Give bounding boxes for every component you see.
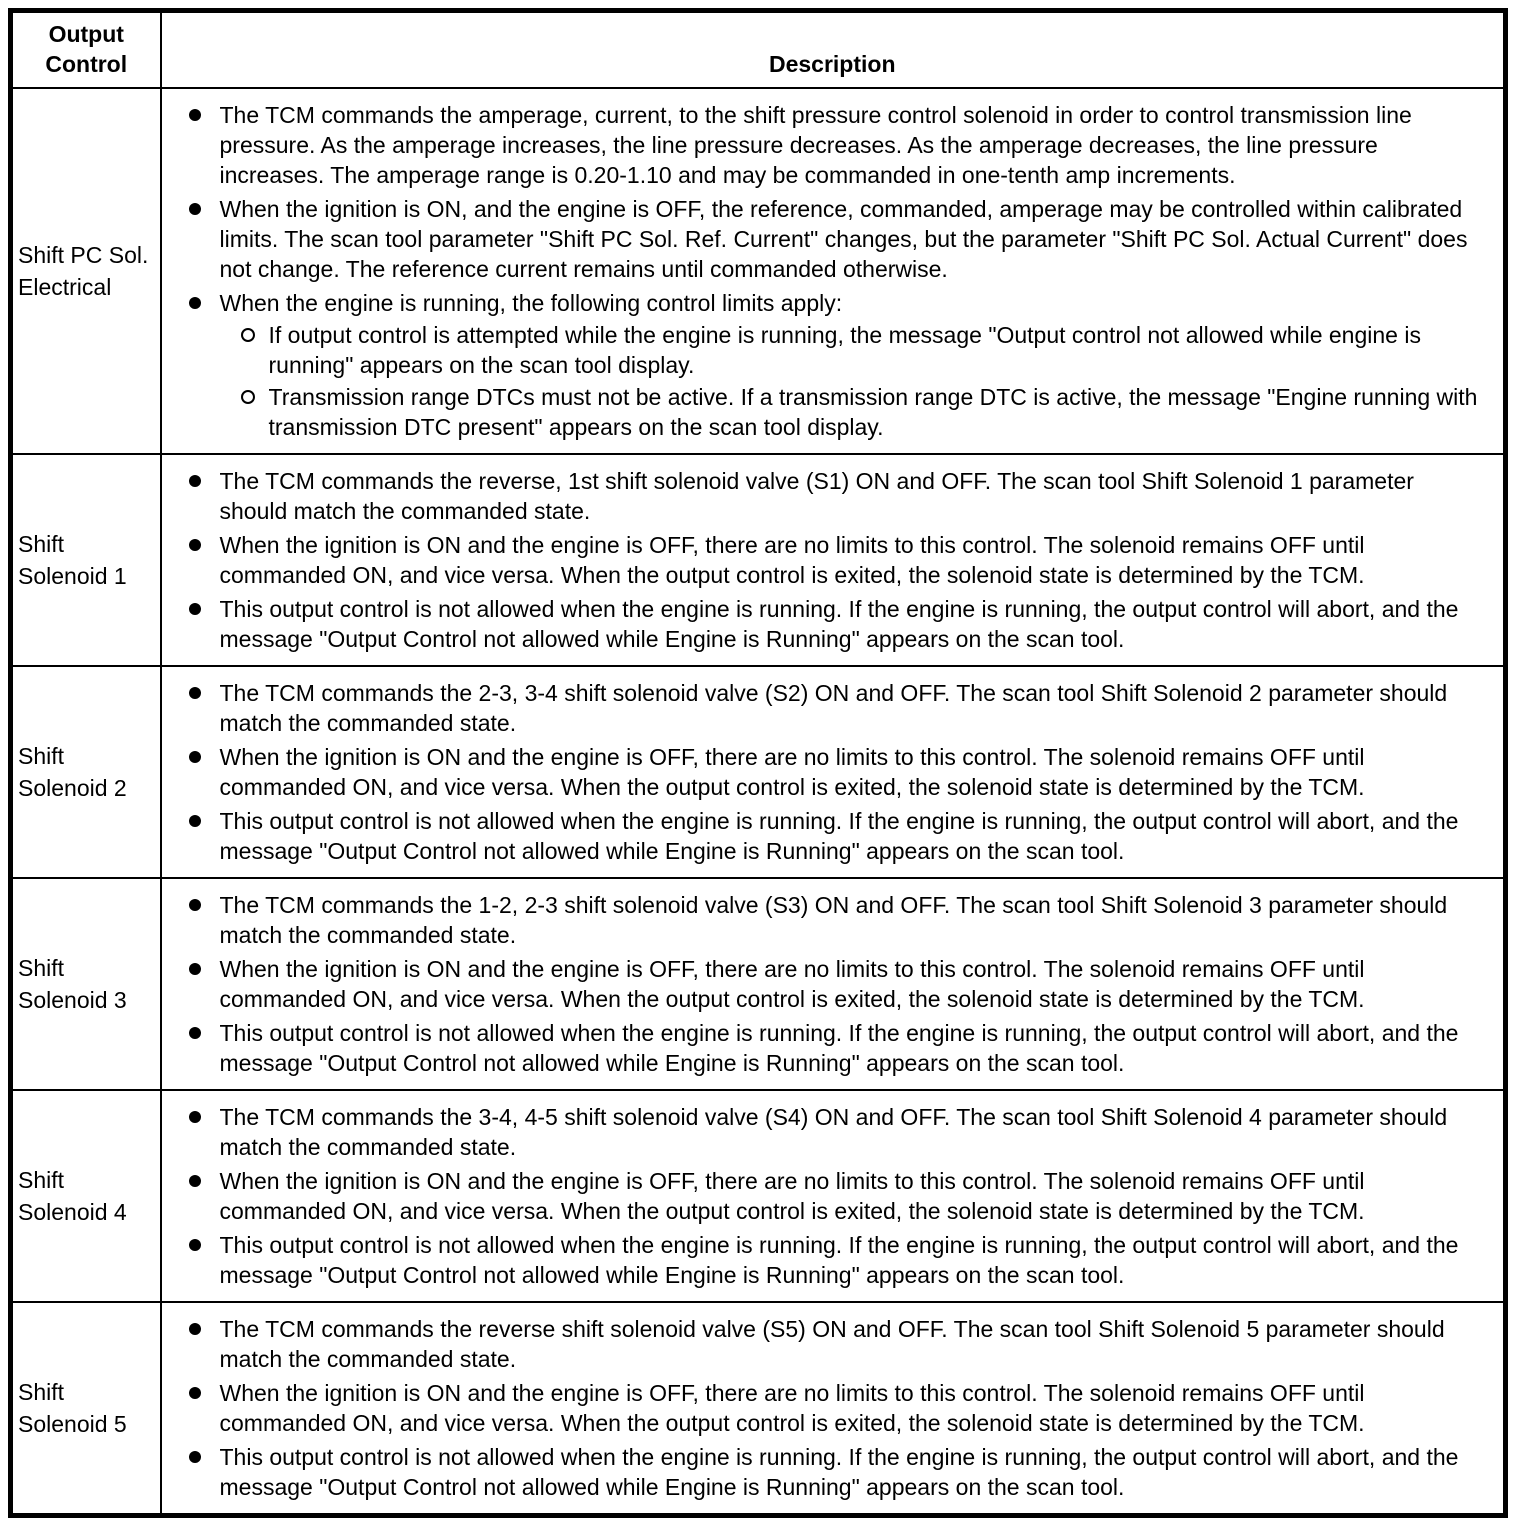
bullet-item: [220, 288, 1488, 442]
sub-bullet-item: Transmission range DTCs must not be active. If a transmission range DTC is active, the message "Engine running with transmission DTC present" appears on the scan tool display.: [269, 382, 1488, 442]
sub-bullet-list: [220, 320, 1488, 442]
table-row-shift-solenoid-3: [11, 878, 1506, 1090]
description-cell: [161, 666, 1506, 878]
column-header-description: Description: [161, 11, 1506, 89]
bullet-list: [162, 100, 1488, 442]
output-control-name: Shift Solenoid 1: [11, 454, 161, 666]
description-cell: [161, 88, 1506, 454]
bullet-item: When the ignition is ON and the engine is OFF, there are no limits to this control. The solenoid remains OFF until commanded ON, and vice versa. When the output control is exited, the solenoid state is determined by the TCM.: [220, 1378, 1488, 1438]
description-cell: [161, 878, 1506, 1090]
bullet-item: The TCM commands the 2-3, 3-4 shift solenoid valve (S2) ON and OFF. The scan tool Shift Solenoid 2 parameter should match the commanded state.: [220, 678, 1488, 738]
description-cell: [161, 1302, 1506, 1516]
bullet-item: This output control is not allowed when the engine is running. If the engine is running, the output control will abort, and the message "Output Control not allowed while Engine is Running" appears on the scan tool.: [220, 1230, 1488, 1290]
column-header-output-control: Output Control: [11, 11, 161, 89]
bullet-item: When the ignition is ON and the engine is OFF, there are no limits to this control. The solenoid remains OFF until commanded ON, and vice versa. When the output control is exited, the solenoid state is determined by the TCM.: [220, 530, 1488, 590]
bullet-item: When the ignition is ON and the engine is OFF, there are no limits to this control. The solenoid remains OFF until commanded ON, and vice versa. When the output control is exited, the solenoid state is determined by the TCM.: [220, 954, 1488, 1014]
bullet-item: When the ignition is ON and the engine is OFF, there are no limits to this control. The solenoid remains OFF until commanded ON, and vice versa. When the output control is exited, the solenoid state is determined by the TCM.: [220, 1166, 1488, 1226]
output-control-table: [8, 8, 1508, 1518]
output-control-name: Shift Solenoid 4: [11, 1090, 161, 1302]
bullet-item-text: When the engine is running, the following control limits apply:: [219, 290, 843, 316]
bullet-list: [162, 890, 1488, 1078]
bullet-item: This output control is not allowed when the engine is running. If the engine is running, the output control will abort, and the message "Output Control not allowed while Engine is Running" appears on the scan tool.: [220, 594, 1488, 654]
bullet-list: [162, 678, 1488, 866]
header-row: [11, 11, 1506, 89]
bullet-item: When the ignition is ON, and the engine is OFF, the reference, commanded, amperage may be controlled within calibrated limits. The scan tool parameter "Shift PC Sol. Ref. Current" changes, but the parameter "Shift PC Sol. Actual Current" does not change. The reference current remains until commanded otherwise.: [220, 194, 1488, 284]
bullet-list: [162, 466, 1488, 654]
table-row-shift-solenoid-4: [11, 1090, 1506, 1302]
bullet-item: When the ignition is ON and the engine is OFF, there are no limits to this control. The solenoid remains OFF until commanded ON, and vice versa. When the output control is exited, the solenoid state is determined by the TCM.: [220, 742, 1488, 802]
bullet-item: The TCM commands the 3-4, 4-5 shift solenoid valve (S4) ON and OFF. The scan tool Shift Solenoid 4 parameter should match the commanded state.: [220, 1102, 1488, 1162]
table-row-shift-solenoid-2: [11, 666, 1506, 878]
bullet-item: The TCM commands the reverse, 1st shift solenoid valve (S1) ON and OFF. The scan tool Shift Solenoid 1 parameter should match the commanded state.: [220, 466, 1488, 526]
bullet-item: This output control is not allowed when the engine is running. If the engine is running, the output control will abort, and the message "Output Control not allowed while Engine is Running" appears on the scan tool.: [220, 806, 1488, 866]
table-row-shift-solenoid-5: [11, 1302, 1506, 1516]
output-control-name: Shift Solenoid 3: [11, 878, 161, 1090]
description-cell: [161, 1090, 1506, 1302]
description-cell: [161, 454, 1506, 666]
bullet-item: This output control is not allowed when the engine is running. If the engine is running, the output control will abort, and the message "Output Control not allowed while Engine is Running" appears on the scan tool.: [220, 1442, 1488, 1502]
bullet-item: The TCM commands the reverse shift solenoid valve (S5) ON and OFF. The scan tool Shift Solenoid 5 parameter should match the commanded state.: [220, 1314, 1488, 1374]
bullet-item: This output control is not allowed when the engine is running. If the engine is running, the output control will abort, and the message "Output Control not allowed while Engine is Running" appears on the scan tool.: [220, 1018, 1488, 1078]
bullet-list: [162, 1314, 1488, 1502]
bullet-item: The TCM commands the amperage, current, to the shift pressure control solenoid in order to control transmission line pressure. As the amperage increases, the line pressure decreases. As the amperage decreases, the line pressure increases. The amperage range is 0.20-1.10 and may be commanded in one-tenth amp increments.: [220, 100, 1488, 190]
bullet-item: The TCM commands the 1-2, 2-3 shift solenoid valve (S3) ON and OFF. The scan tool Shift Solenoid 3 parameter should match the commanded state.: [220, 890, 1488, 950]
output-control-name: Shift Solenoid 2: [11, 666, 161, 878]
sub-bullet-item: If output control is attempted while the engine is running, the message "Output control not allowed while engine is running" appears on the scan tool display.: [269, 320, 1488, 380]
output-control-name: Shift Solenoid 5: [11, 1302, 161, 1516]
table-row-shift-pc-sol-electrical: [11, 88, 1506, 454]
table-row-shift-solenoid-1: [11, 454, 1506, 666]
output-control-name: Shift PC Sol. Electrical: [11, 88, 161, 454]
bullet-list: [162, 1102, 1488, 1290]
